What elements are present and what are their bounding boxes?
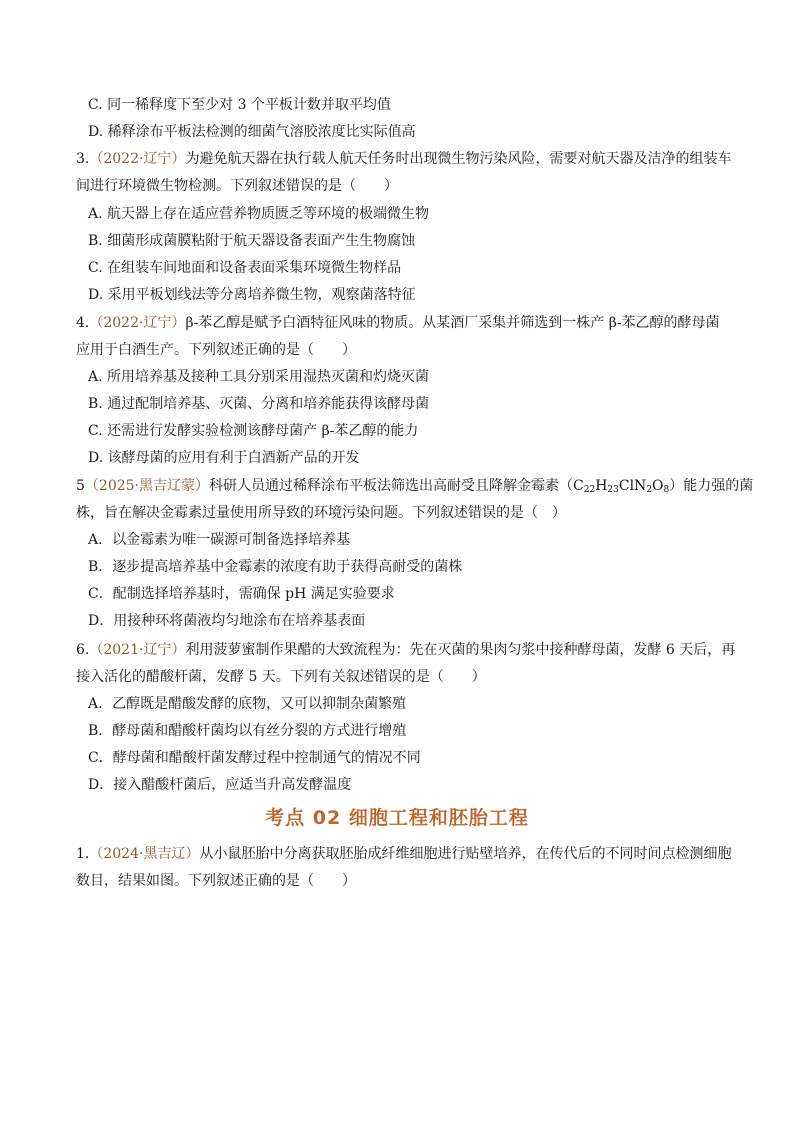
q6-source: （2021·辽宁） [89, 642, 186, 658]
q6-number: 6. [76, 642, 90, 658]
q5-stem-line-1 [76, 477, 754, 495]
q5-formula-h: H [595, 478, 608, 494]
q5-option-d: D．用接种环将菌液均匀地涂布在培养基表面 [88, 613, 366, 629]
q6-stem-line-2: 接入活化的醋酸杆菌，发酵 5 天。下列有关叙述错误的是（ ） [76, 669, 486, 685]
q3-stem-line-2: 间进行环境微生物检测。下列叙述错误的是（ ） [76, 178, 398, 194]
q2-option-c: C. 同一稀释度下至少对 3 个平板计数并取平均值 [88, 97, 391, 113]
q5-formula-cln: ClN [618, 478, 647, 494]
q5-formula-sub-c: 22 [583, 485, 596, 495]
q2-option-d: D. 稀释涂布平板法检测的细菌气溶胶浓度比实际值高 [88, 124, 416, 140]
s2q1-number: 1. [76, 846, 90, 862]
q6-option-b: B．酵母菌和醋酸杆菌均以有丝分裂的方式进行增殖 [88, 723, 407, 739]
q3-number: 3. [76, 151, 90, 167]
q4-option-c: C. 还需进行发酵实验检测该酵母菌产 β-苯乙醇的能力 [88, 423, 419, 439]
q4-source: （2022·辽宁） [89, 315, 186, 331]
q6-option-c: C．酵母菌和醋酸杆菌发酵过程中控制通气的情况不同 [88, 750, 421, 766]
q3-option-d: D. 采用平板划线法等分离培养微生物，观察菌落特征 [88, 287, 416, 303]
q4-option-d: D. 该酵母菌的应用有利于白酒新产品的开发 [88, 450, 360, 466]
q4-stem-line-1 [76, 314, 726, 332]
q5-option-c: C．配制选择培养基时，需确保 pH 满足实验要求 [88, 586, 395, 602]
q6-option-a: A．乙醇既是醋酸发酵的底物，又可以抑制杂菌繁殖 [88, 696, 407, 712]
q4-stem-text-1: β-苯乙醇是赋予白酒特征风味的物质。从某酒厂采集并筛选到一株产 β-苯乙醇的酵母菌 [185, 315, 720, 331]
s2q1-stem-text-1: 从小鼠胚胎中分离获取胚胎成纤维细胞进行贴壁培养，在传代后的不同时间点检测细胞 [199, 846, 732, 862]
s2q1-source: （2024·黑吉辽） [89, 846, 200, 862]
q5-formula-sub-n: 2 [646, 485, 653, 495]
q3-option-c: C. 在组装车间地面和设备表面采集环境微生物样品 [88, 260, 402, 276]
q4-option-b: B. 通过配制培养基、灭菌、分离和培养能获得该酵母菌 [88, 396, 430, 412]
q5-option-b: B．逐步提高培养基中金霉素的浓度有助于获得高耐受的菌株 [88, 559, 463, 575]
q4-option-a: A. 所用培养基及接种工具分别采用湿热灭菌和灼烧灭菌 [88, 369, 430, 385]
s2q1-stem-line-1 [76, 845, 732, 863]
q5-formula-o: O [652, 478, 664, 494]
q5-formula-sub-h: 23 [607, 485, 619, 495]
q6-stem-text-1: 利用菠萝蜜制作果醋的大致流程为：先在灭菌的果肉匀浆中接种酵母菌，发酵 6 天后，再 [185, 642, 736, 658]
q5-option-a: A．以金霉素为唯一碳源可制备选择培养基 [88, 532, 351, 548]
q5-number: 5 [76, 478, 85, 494]
q3-source: （2022·辽宁） [89, 151, 186, 167]
q5-stem-text-1: 科研人员通过稀释涂布平板法筛选出高耐受且降解金霉素（C [209, 478, 584, 494]
q3-option-b: B. 细菌形成菌膜粘附于航天器设备表面产生生物腐蚀 [88, 233, 416, 249]
q3-stem-text-1: 为避免航天器在执行载人航天任务时出现微生物污染风险，需要对航天器及洁净的组装车 [185, 151, 732, 167]
q4-number: 4. [76, 315, 90, 331]
q5-stem-text-1-end: ）能力强的菌 [669, 478, 754, 494]
q6-stem-line-1 [76, 641, 736, 659]
q5-formula-sub-o: 8 [663, 485, 670, 495]
q3-stem-line-1 [76, 150, 732, 168]
q5-source: （2025·黑吉辽蒙） [84, 478, 210, 494]
q3-option-a: A. 航天器上存在适应营养物质匮乏等环境的极端微生物 [88, 206, 430, 222]
s2q1-stem-line-2: 数目，结果如图。下列叙述正确的是（ ） [76, 873, 356, 889]
q6-option-d: D．接入醋酸杆菌后，应适当升高发酵温度 [88, 777, 352, 793]
section-heading: 考点 02 细胞工程和胚胎工程 [265, 807, 529, 829]
q4-stem-line-2: 应用于白酒生产。下列叙述正确的是（ ） [76, 342, 356, 358]
q5-stem-line-2: 株，旨在解决金霉素过量使用所导致的环境污染问题。下列叙述错误的是（ ） [76, 505, 566, 521]
